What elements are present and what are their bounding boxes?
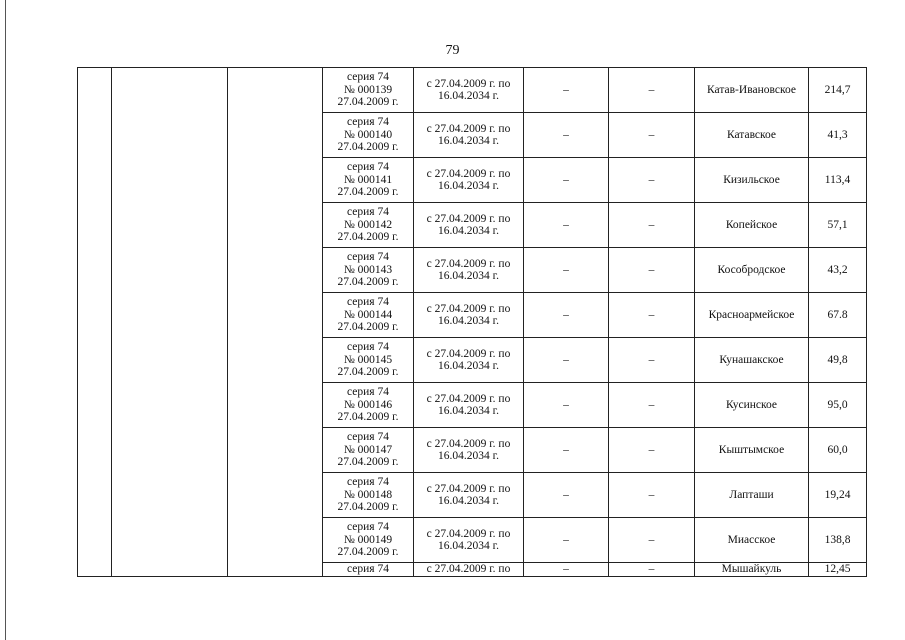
dash-cell: – [524, 113, 609, 158]
area-cell: 95,0 [809, 383, 867, 428]
dash-cell: – [609, 383, 695, 428]
area-cell: 12,45 [809, 563, 867, 577]
certificate-cell: серия 74 [323, 563, 414, 577]
area-cell: 214,7 [809, 68, 867, 113]
dash-cell: – [609, 248, 695, 293]
certificate-cell: серия 74 № 000147 27.04.2009 г. [323, 428, 414, 473]
certificate-cell: серия 74 № 000144 27.04.2009 г. [323, 293, 414, 338]
validity-period-cell: с 27.04.2009 г. по [414, 563, 524, 577]
dash-cell: – [524, 563, 609, 577]
dash-cell: – [524, 518, 609, 563]
validity-period-cell: с 27.04.2009 г. по 16.04.2034 г. [414, 383, 524, 428]
validity-period-cell: с 27.04.2009 г. по 16.04.2034 г. [414, 293, 524, 338]
ground-name-cell: Кусинское [695, 383, 809, 428]
blank-col-2 [112, 68, 228, 577]
dash-cell: – [609, 473, 695, 518]
area-cell: 41,3 [809, 113, 867, 158]
ground-name-cell: Катавское [695, 113, 809, 158]
dash-cell: – [609, 68, 695, 113]
ground-name-cell: Кунашакское [695, 338, 809, 383]
dash-cell: – [524, 248, 609, 293]
validity-period-cell: с 27.04.2009 г. по 16.04.2034 г. [414, 518, 524, 563]
dash-cell: – [609, 338, 695, 383]
dash-cell: – [524, 428, 609, 473]
dash-cell: – [524, 338, 609, 383]
dash-cell: – [609, 518, 695, 563]
ground-name-cell: Копейское [695, 203, 809, 248]
area-cell: 43,2 [809, 248, 867, 293]
certificate-cell: серия 74 № 000149 27.04.2009 г. [323, 518, 414, 563]
validity-period-cell: с 27.04.2009 г. по 16.04.2034 г. [414, 113, 524, 158]
dash-cell: – [524, 158, 609, 203]
area-cell: 57,1 [809, 203, 867, 248]
dash-cell: – [609, 113, 695, 158]
dash-cell: – [524, 203, 609, 248]
certificate-cell: серия 74 № 000140 27.04.2009 г. [323, 113, 414, 158]
validity-period-cell: с 27.04.2009 г. по 16.04.2034 г. [414, 338, 524, 383]
area-cell: 138,8 [809, 518, 867, 563]
certificate-cell: серия 74 № 000139 27.04.2009 г. [323, 68, 414, 113]
dash-cell: – [524, 68, 609, 113]
hunting-grounds-table [77, 67, 867, 577]
certificate-cell: серия 74 № 000142 27.04.2009 г. [323, 203, 414, 248]
certificate-cell: серия 74 № 000145 27.04.2009 г. [323, 338, 414, 383]
ground-name-cell: Кыштымское [695, 428, 809, 473]
ground-name-cell: Катав-Ивановское [695, 68, 809, 113]
ground-name-cell: Миасское [695, 518, 809, 563]
validity-period-cell: с 27.04.2009 г. по 16.04.2034 г. [414, 428, 524, 473]
ground-name-cell: Кизильское [695, 158, 809, 203]
table-row [78, 68, 867, 113]
area-cell: 19,24 [809, 473, 867, 518]
certificate-cell: серия 74 № 000148 27.04.2009 г. [323, 473, 414, 518]
dash-cell: – [609, 158, 695, 203]
area-cell: 49,8 [809, 338, 867, 383]
dash-cell: – [524, 383, 609, 428]
ground-name-cell: Лапташи [695, 473, 809, 518]
ground-name-cell: Кособродское [695, 248, 809, 293]
certificate-cell: серия 74 № 000143 27.04.2009 г. [323, 248, 414, 293]
validity-period-cell: с 27.04.2009 г. по 16.04.2034 г. [414, 473, 524, 518]
dash-cell: – [609, 428, 695, 473]
dash-cell: – [609, 563, 695, 577]
page-number: 79 [445, 43, 460, 58]
page-edge-line [5, 0, 6, 640]
area-cell: 60,0 [809, 428, 867, 473]
blank-col-3 [228, 68, 323, 577]
ground-name-cell: Красноармейское [695, 293, 809, 338]
dash-cell: – [524, 473, 609, 518]
area-cell: 67.8 [809, 293, 867, 338]
certificate-cell: серия 74 № 000141 27.04.2009 г. [323, 158, 414, 203]
certificate-cell: серия 74 № 000146 27.04.2009 г. [323, 383, 414, 428]
blank-col-1 [78, 68, 112, 577]
validity-period-cell: с 27.04.2009 г. по 16.04.2034 г. [414, 68, 524, 113]
dash-cell: – [609, 203, 695, 248]
validity-period-cell: с 27.04.2009 г. по 16.04.2034 г. [414, 248, 524, 293]
area-cell: 113,4 [809, 158, 867, 203]
validity-period-cell: с 27.04.2009 г. по 16.04.2034 г. [414, 203, 524, 248]
dash-cell: – [524, 293, 609, 338]
dash-cell: – [609, 293, 695, 338]
ground-name-cell: Мышайкуль [695, 563, 809, 577]
validity-period-cell: с 27.04.2009 г. по 16.04.2034 г. [414, 158, 524, 203]
